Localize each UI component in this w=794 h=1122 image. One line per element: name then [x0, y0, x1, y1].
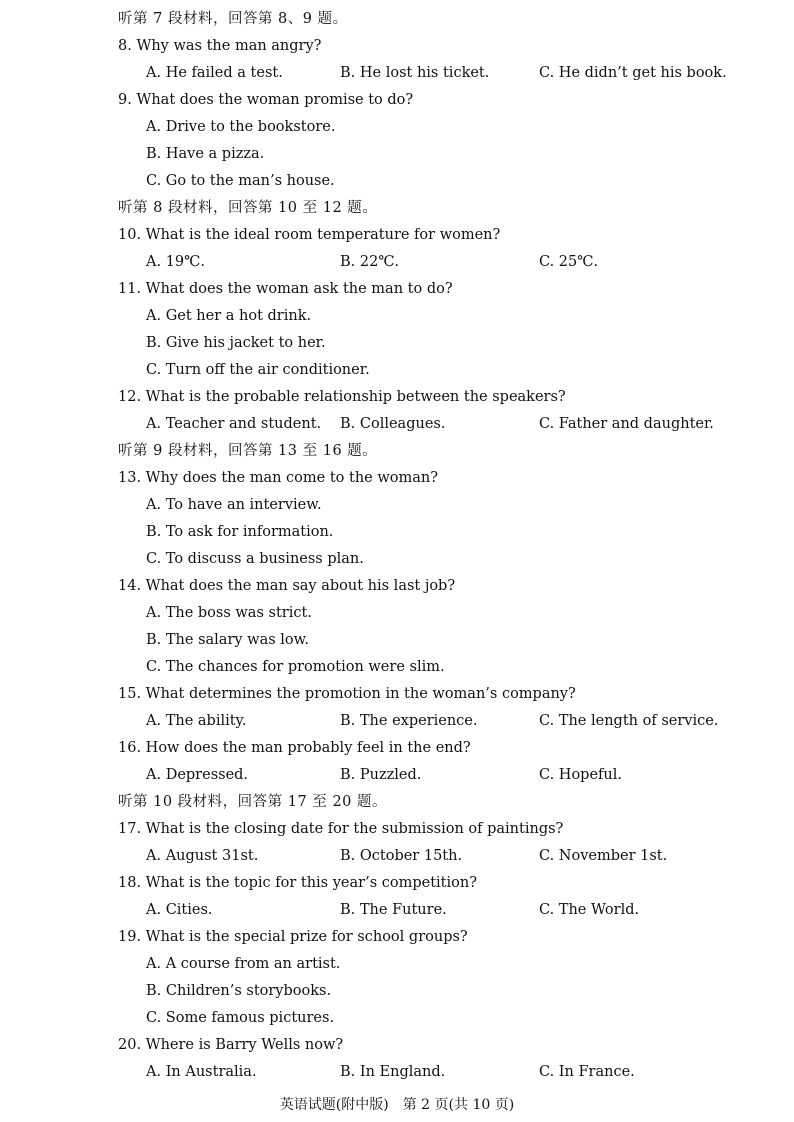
section-heading: 听第 8 段材料，回答第 10 至 12 题。 [118, 200, 378, 216]
answer-option: B. The Future. [340, 902, 447, 918]
answer-option-row [118, 1059, 758, 1086]
answer-option: B. In England. [340, 1064, 446, 1080]
answer-option: A. Cities. [146, 902, 213, 918]
section-heading: 听第 7 段材料，回答第 8、9 题。 [118, 11, 348, 27]
answer-option: C. Hopeful. [539, 767, 622, 783]
answer-option: C. To discuss a business plan. [146, 551, 364, 567]
answer-option: A. A course from an artist. [146, 956, 341, 972]
answer-option: B. The salary was low. [146, 632, 309, 648]
answer-option: A. He failed a test. [146, 65, 283, 81]
answer-option: C. Turn off the air conditioner. [146, 362, 370, 378]
answer-option: A. In Australia. [146, 1064, 257, 1080]
question-stem: 9. What does the woman promise to do? [118, 92, 414, 108]
answer-option: A. Depressed. [146, 767, 249, 783]
question-stem: 14. What does the man say about his last job? [118, 578, 456, 594]
answer-option-row [118, 411, 758, 438]
question-stem: 13. Why does the man come to the woman? [118, 470, 439, 486]
answer-option-row [118, 708, 758, 735]
question-stem: 16. How does the man probably feel in the end? [118, 740, 471, 756]
question-stem: 11. What does the woman ask the man to do? [118, 281, 453, 297]
question-stem: 20. Where is Barry Wells now? [118, 1037, 344, 1053]
answer-option: B. The experience. [340, 713, 478, 729]
answer-option-row [118, 60, 758, 87]
answer-option: A. 19℃. [146, 254, 205, 270]
answer-option: C. He didn’t get his book. [539, 65, 727, 81]
answer-option: C. The chances for promotion were slim. [146, 659, 445, 675]
answer-option: B. Children’s storybooks. [146, 983, 332, 999]
answer-option: C. Father and daughter. [539, 416, 714, 432]
answer-option: B. To ask for information. [146, 524, 334, 540]
answer-option: B. Puzzled. [340, 767, 422, 783]
answer-option: C. The World. [539, 902, 640, 918]
answer-option: C. The length of service. [539, 713, 719, 729]
section-heading: 听第 10 段材料，回答第 17 至 20 题。 [118, 794, 388, 810]
question-stem: 8. Why was the man angry? [118, 38, 322, 54]
section-heading: 听第 9 段材料，回答第 13 至 16 题。 [118, 443, 378, 459]
question-stem: 17. What is the closing date for the submission of paintings? [118, 821, 564, 837]
answer-option: B. October 15th. [340, 848, 463, 864]
question-stem: 18. What is the topic for this year’s competition? [118, 875, 477, 891]
answer-option-row [118, 843, 758, 870]
answer-option: B. Have a pizza. [146, 146, 265, 162]
page-footer: 英语试题(附中版) 第 2 页(共 10 页) [279, 1097, 515, 1113]
answer-option: C. Some famous pictures. [146, 1010, 335, 1026]
answer-option: A. Teacher and student. [146, 416, 322, 432]
question-stem: 15. What determines the promotion in the woman’s company? [118, 686, 576, 702]
question-list [118, 6, 758, 1086]
answer-option-row [118, 249, 758, 276]
answer-option: C. Go to the man’s house. [146, 173, 335, 189]
answer-option: C. In France. [539, 1064, 635, 1080]
answer-option: A. To have an interview. [146, 497, 322, 513]
question-stem: 19. What is the special prize for school groups? [118, 929, 468, 945]
answer-option: B. He lost his ticket. [340, 65, 490, 81]
answer-option: A. Drive to the bookstore. [146, 119, 336, 135]
question-stem: 10. What is the ideal room temperature for women? [118, 227, 501, 243]
question-stem: 12. What is the probable relationship between the speakers? [118, 389, 566, 405]
answer-option-row [118, 897, 758, 924]
answer-option: A. The boss was strict. [146, 605, 312, 621]
answer-option: B. 22℃. [340, 254, 400, 270]
answer-option: C. 25℃. [539, 254, 599, 270]
answer-option: A. The ability. [146, 713, 247, 729]
answer-option: A. Get her a hot drink. [146, 308, 312, 324]
answer-option: B. Colleagues. [340, 416, 446, 432]
answer-option: B. Give his jacket to her. [146, 335, 326, 351]
answer-option-row [118, 762, 758, 789]
answer-option: A. August 31st. [146, 848, 259, 864]
answer-option: C. November 1st. [539, 848, 668, 864]
